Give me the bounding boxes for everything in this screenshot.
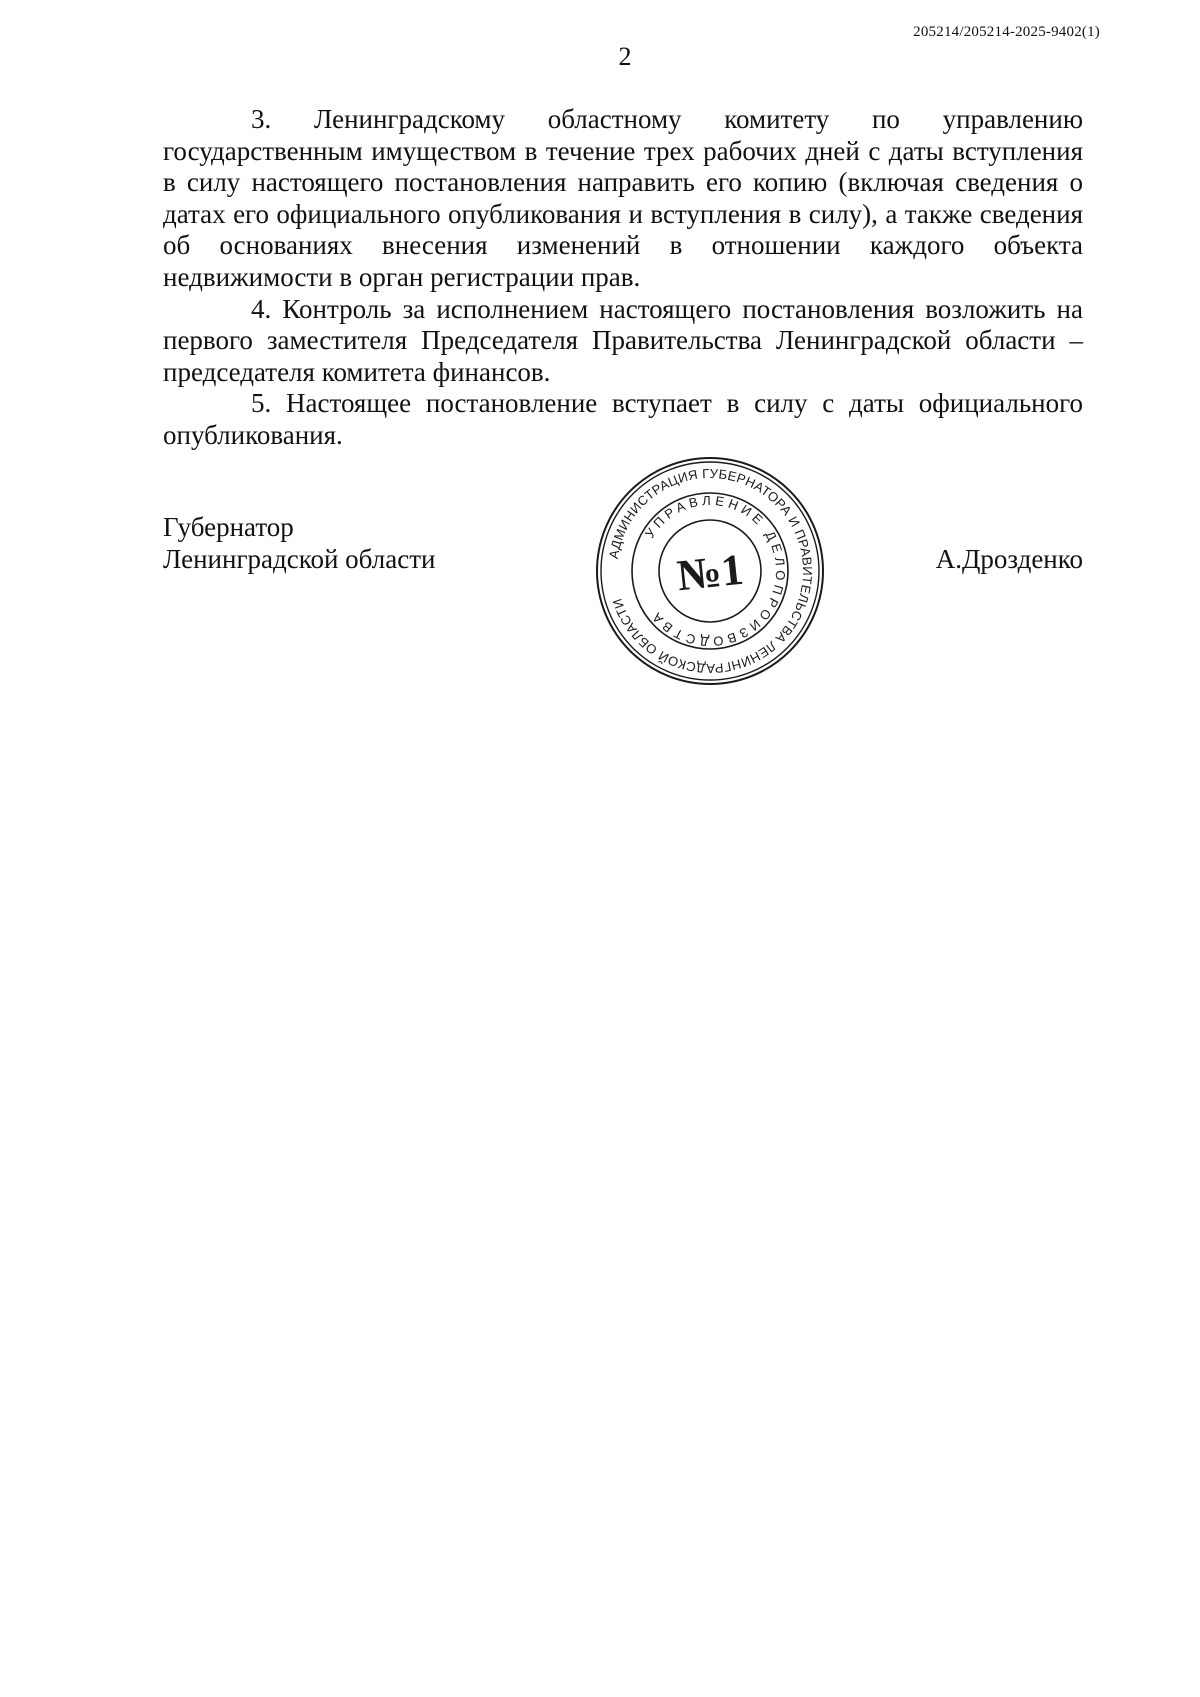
paragraph-3: 3. Ленинградскому областному комитету по управлению государственным имуществом в течение трех рабочих дней с даты вступления в силу настоящего постановления направить его копию (включая сведения о датах его официального опубликования и вступления в силу), а также сведения об основаниях внесения изменений в отношении каждого объекта недвижимости в орган регистрации прав. xyxy=(163,104,1083,292)
document-body xyxy=(163,104,1083,452)
seal-icon xyxy=(590,451,830,691)
paragraph-5: 5. Настоящее постановление вступает в силу с даты официального опубликования. xyxy=(163,388,1083,450)
signer-name: А.Дрозденко xyxy=(935,543,1083,574)
seal-inner-text: УПРАВЛЕНИЕ ДЕЛОПРОИЗВОДСТВА xyxy=(641,492,789,650)
seal-outer-text: АДМИНИСТРАЦИЯ ГУБЕРНАТОРА И ПРАВИТЕЛЬСТВА ЛЕНИНГРАДСКОЙ ОБЛАСТИ xyxy=(605,465,816,677)
signer-position-line-1: Губернатор xyxy=(163,512,294,542)
seal-center-number: №1 xyxy=(674,544,746,601)
official-seal-stamp xyxy=(590,451,830,691)
document-id: 205214/205214-2025-9402(1) xyxy=(913,24,1100,40)
signer-position-line-2: Ленинградской области xyxy=(163,543,436,574)
signer-position xyxy=(163,512,435,575)
paragraph-4: 4. Контроль за исполнением настоящего постановления возложить на первого заместителя Председателя Правительства Ленинградской области – председателя комитета финансов. xyxy=(163,293,1083,387)
page-number: 2 xyxy=(618,42,632,71)
